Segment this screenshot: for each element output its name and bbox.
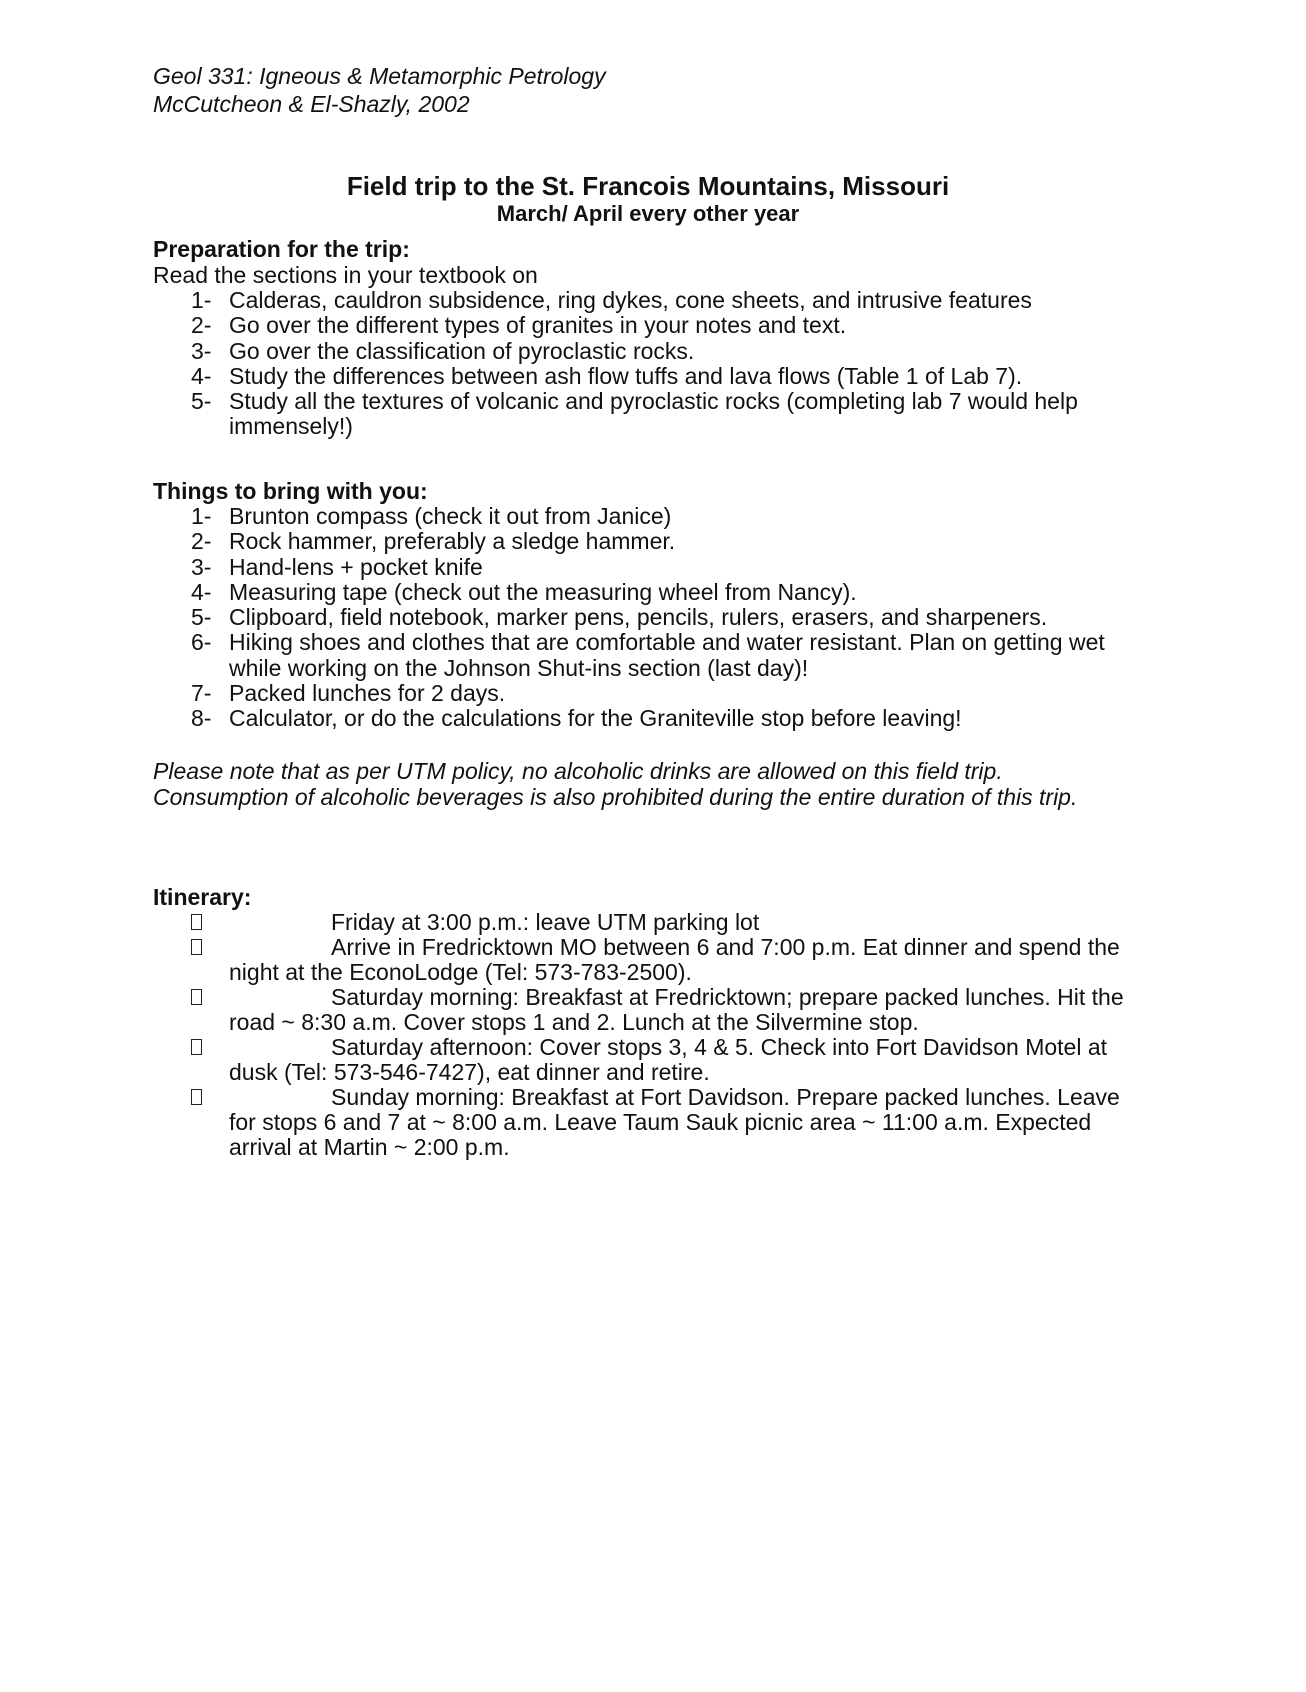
item-number: 2- [191, 312, 212, 339]
item-text: Measuring tape (check out the measuring wheel from Nancy). [229, 578, 857, 605]
checkbox-bullet-icon [191, 1089, 202, 1105]
item-text: Hand-lens + pocket knife [229, 553, 483, 580]
list-item [153, 630, 1143, 681]
item-number: 5- [191, 388, 212, 415]
list-item [153, 1035, 1143, 1085]
item-number: 8- [191, 705, 212, 732]
list-item [153, 504, 1143, 529]
course-authors: McCutcheon & El-Shazly, 2002 [153, 91, 470, 117]
bring-list [153, 504, 1143, 732]
title-block [153, 171, 1143, 227]
item-text: Arrive in Fredricktown MO between 6 and 7:00 p.m. Eat dinner and spend the night at the EconoLodge (Tel: 573-783-2500). [229, 934, 1120, 985]
item-number: 5- [191, 604, 212, 631]
item-text: Calculator, or do the calculations for the Graniteville stop before leaving! [229, 705, 962, 732]
list-item [153, 529, 1143, 554]
item-text: Sunday morning: Breakfast at Fort Davidson. Prepare packed lunches. Leave for stops 6 and 7 at ~ 8:00 a.m. Leave Taum Sauk picnic area ~ 11:00 a.m. Expected arrival at Martin ~ 2:00 p.m. [229, 1084, 1120, 1160]
checkbox-bullet-icon [191, 989, 202, 1005]
preparation-heading: Preparation for the trip: [153, 236, 410, 262]
list-item [153, 985, 1143, 1035]
list-item [153, 288, 1143, 313]
bring-heading: Things to bring with you: [153, 478, 428, 504]
checkbox-bullet-icon [191, 939, 202, 955]
item-number: 3- [191, 553, 212, 580]
list-item [153, 605, 1143, 630]
item-number: 7- [191, 680, 212, 707]
page-title: Field trip to the St. Francois Mountains, Missouri [346, 171, 950, 201]
item-text: Brunton compass (check it out from Janice) [229, 503, 672, 529]
item-text: Saturday afternoon: Cover stops 3, 4 & 5. Check into Fort Davidson Motel at dusk (Tel: 573-546-7427), eat dinner and retire. [229, 1034, 1108, 1085]
list-item [153, 1085, 1143, 1160]
list-item [153, 555, 1143, 580]
item-text: Go over the classification of pyroclastic rocks. [229, 337, 695, 364]
list-item [153, 339, 1143, 364]
item-text: Clipboard, field notebook, marker pens, pencils, rulers, erasers, and sharpeners. [229, 604, 1048, 631]
course-title: Geol 331: Igneous & Metamorphic Petrology [153, 63, 606, 89]
item-text: Go over the different types of granites in your notes and text. [229, 312, 847, 339]
item-text: Study the differences between ash flow tuffs and lava flows (Table 1 of Lab 7). [229, 362, 1023, 389]
item-number: 2- [191, 528, 212, 555]
item-text: Calderas, cauldron subsidence, ring dykes, cone sheets, and intrusive features [229, 287, 1032, 313]
page-subtitle: March/ April every other year [496, 201, 800, 226]
itinerary-list [153, 910, 1143, 1160]
item-text: Hiking shoes and clothes that are comfortable and water resistant. Plan on getting wet while working on the Johnson Shut-ins section (last day)! [229, 629, 1105, 681]
list-item [153, 935, 1143, 985]
checkbox-bullet-icon [191, 914, 202, 930]
preparation-intro: Read the sections in your textbook on [153, 262, 538, 288]
itinerary-heading: Itinerary: [153, 884, 252, 910]
itinerary-section [153, 884, 1143, 1160]
preparation-section [153, 236, 1143, 440]
list-item [153, 313, 1143, 338]
item-number: 6- [191, 629, 212, 656]
list-item [153, 364, 1143, 389]
list-item [153, 706, 1143, 731]
item-number: 1- [191, 503, 212, 529]
item-text: Friday at 3:00 p.m.: leave UTM parking lot [331, 909, 760, 935]
preparation-list [153, 288, 1143, 440]
item-number: 4- [191, 578, 212, 605]
item-number: 3- [191, 337, 212, 364]
alcohol-policy-note: Please note that as per UTM policy, no alcoholic drinks are allowed on this field trip. Consumption of alcoholic beverages is also prohibited during the entire duration of this trip. [153, 758, 1078, 810]
checkbox-bullet-icon [191, 1039, 202, 1055]
item-text: Study all the textures of volcanic and pyroclastic rocks (completing lab 7 would help immensely!) [229, 388, 1078, 440]
item-number: 1- [191, 287, 212, 313]
bring-section [153, 478, 1143, 732]
item-text: Saturday morning: Breakfast at Fredricktown; prepare packed lunches. Hit the road ~ 8:30 a.m. Cover stops 1 and 2. Lunch at the Silvermine stop. [229, 984, 1124, 1035]
item-number: 4- [191, 362, 212, 389]
course-header [153, 62, 606, 118]
list-item [153, 910, 1143, 935]
list-item [153, 681, 1143, 706]
item-text: Packed lunches for 2 days. [229, 680, 506, 707]
list-item [153, 389, 1143, 440]
item-text: Rock hammer, preferably a sledge hammer. [229, 528, 676, 555]
list-item [153, 580, 1143, 605]
